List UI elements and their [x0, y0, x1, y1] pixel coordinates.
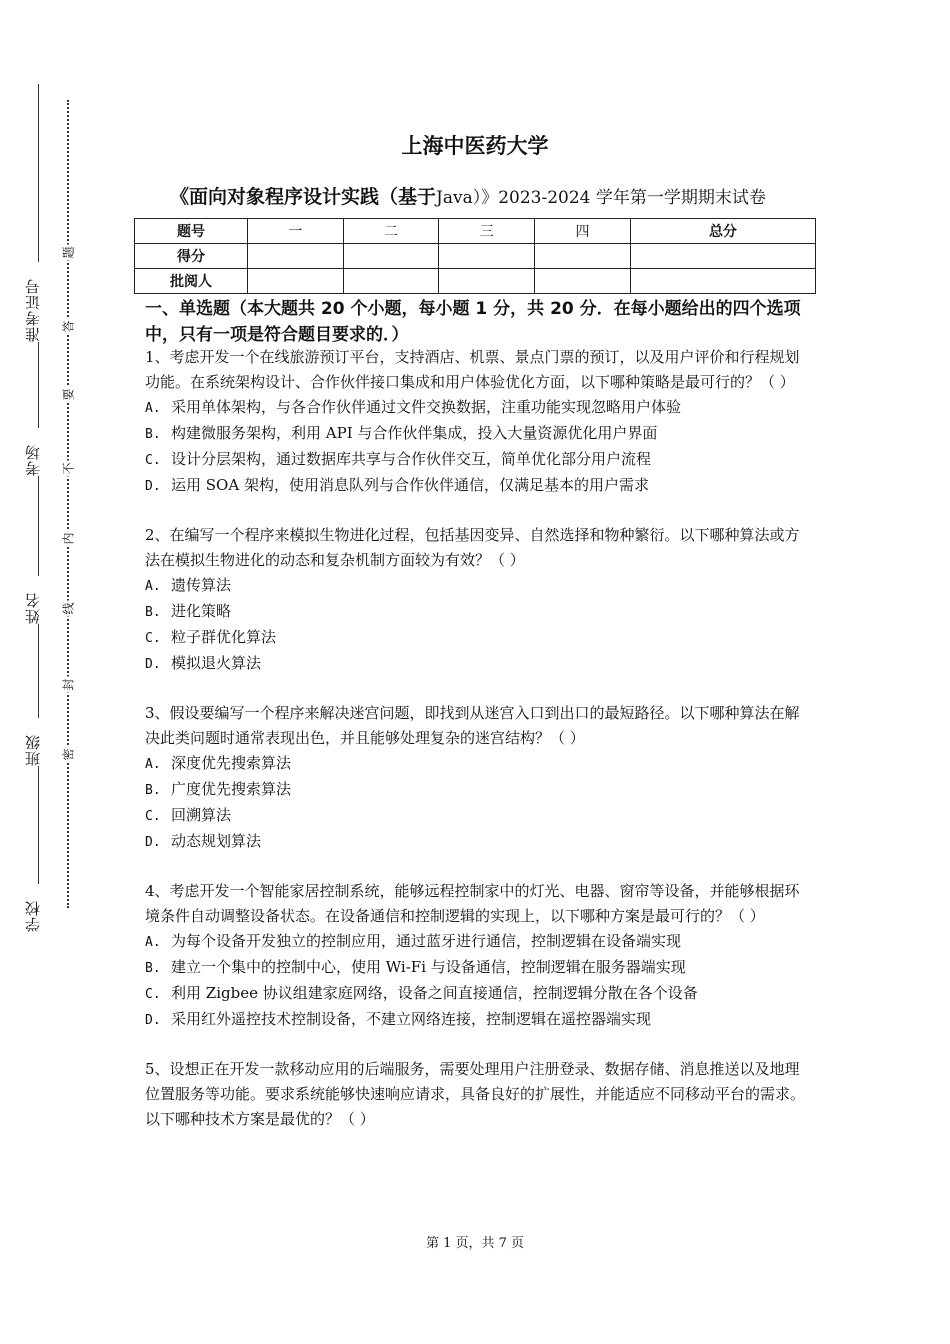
question-stem: 5、设想正在开发一款移动应用的后端服务，需要处理用户注册登录、数据存储、消息推送以及地理位置服务等功能。要求系统能够快速响应请求，具备良好的扩展性，并能适应不同移动平台的需求。以下哪种技术方案是最优的？（ ）: [145, 1060, 806, 1128]
option-b: B. 构建微服务架构，利用 API 与合作伙伴集成，投入大量资源优化用户界面: [145, 424, 658, 442]
binding-margin: [0, 0, 90, 1344]
option-c: C. 回溯算法: [145, 806, 232, 824]
field-underline: [38, 624, 39, 718]
option-d: D. 动态规划算法: [145, 832, 262, 850]
question-5: [145, 1057, 813, 1132]
seal-char: 答: [61, 320, 76, 333]
option-a: A. 为每个设备开发独立的控制应用，通过蓝牙进行通信，控制逻辑在设备端实现: [145, 932, 682, 950]
exam-title-term: Java）》2023-2024 学年第一学期期末试卷: [436, 188, 766, 208]
score-table-header-row: [135, 219, 816, 244]
option-a: A. 采用单体架构，与各合作伙伴通过文件交换数据，注重功能实现忽略用户体验: [145, 398, 682, 416]
option-d: D. 模拟退火算法: [145, 654, 262, 672]
option-c: C. 利用 Zigbee 协议组建家庭网络，设备之间直接通信，控制逻辑分散在各个设备: [145, 984, 698, 1002]
question-stem: 2、在编写一个程序来模拟生物进化过程，包括基因变异、自然选择和物种繁衍。以下哪种算法或方法在模拟生物进化的动态和复杂机制方面较为有效？（ ）: [145, 526, 800, 569]
reviewer-cell: [630, 269, 815, 294]
question-2: [145, 523, 813, 677]
option-c: C. 粒子群优化算法: [145, 628, 277, 646]
score-cell: [630, 244, 815, 269]
exam-id-label: 准考证号: [24, 278, 42, 342]
score-row-label: 得分: [135, 244, 248, 269]
score-row: [135, 244, 816, 269]
option-a: A. 遗传算法: [145, 576, 232, 594]
field-underline: [38, 342, 39, 428]
score-cell: [439, 244, 535, 269]
score-table-header: 二: [343, 219, 439, 244]
page-number: 第 1 页，共 7 页: [425, 1236, 525, 1251]
option-d: D. 采用红外遥控技术控制设备，不建立网络连接，控制逻辑在遥控器端实现: [145, 1010, 652, 1028]
seal-char: 要: [61, 388, 76, 401]
exam-room-label: 考场: [24, 444, 42, 476]
question-stem: 4、考虑开发一个智能家居控制系统，能够远程控制家中的灯光、电器、窗帘等设备，并能够根据环境条件自动调整设备状态。在设备通信和控制逻辑的实现上，以下哪种方案是最可行的？（ ）: [145, 882, 800, 925]
score-cell: [535, 244, 631, 269]
section-heading: 一、单选题（本大题共 20 个小题，每小题 1 分，共 20 分．在每小题给出的四个选项中，只有一项是符合题目要求的．）: [145, 299, 801, 345]
score-table-header: 总分: [630, 219, 815, 244]
question-3: [145, 701, 813, 855]
question-list: [145, 345, 813, 1156]
seal-char: 题: [61, 246, 76, 259]
school-label: 学校: [24, 900, 42, 932]
exam-title: [170, 182, 766, 209]
score-table-header: 一: [248, 219, 344, 244]
field-underline: [38, 766, 39, 884]
seal-char: 内: [61, 532, 76, 545]
option-a: A. 深度优先搜索算法: [145, 754, 292, 772]
score-table-header: 三: [439, 219, 535, 244]
question-stem: 1、考虑开发一个在线旅游预订平台，支持酒店、机票、景点门票的预订，以及用户评价和行程规划功能。在系统架构设计、合作伙伴接口集成和用户体验优化方面，以下哪种策略是最可行的？（ ）: [145, 348, 800, 391]
seal-dotted-line: [67, 100, 69, 908]
score-table-header: 四: [535, 219, 631, 244]
question-4: [145, 879, 813, 1033]
option-b: B. 进化策略: [145, 602, 232, 620]
option-c: C. 设计分层架构，通过数据库共享与合作伙伴交互，简单优化部分用户流程: [145, 450, 652, 468]
score-table: [134, 218, 816, 294]
score-cell: [343, 244, 439, 269]
reviewer-row-label: 批阅人: [135, 269, 248, 294]
reviewer-cell: [535, 269, 631, 294]
option-b: B. 广度优先搜索算法: [145, 780, 292, 798]
field-underline: [38, 84, 39, 262]
university-title: 上海中医药大学: [401, 134, 549, 158]
reviewer-cell: [439, 269, 535, 294]
seal-char: 不: [61, 462, 76, 475]
question-stem: 3、假设要编写一个程序来解决迷宫问题，即找到从迷宫入口到出口的最短路径。以下哪种算法在解决此类问题时通常表现出色，并且能够处理复杂的迷宫结构？（ ）: [145, 704, 800, 747]
question-1: [145, 345, 813, 499]
exam-title-course: 《面向对象程序设计实践（基于: [170, 186, 437, 208]
field-underline: [38, 476, 39, 576]
reviewer-cell: [248, 269, 344, 294]
class-label: 班级: [24, 734, 42, 766]
reviewer-cell: [343, 269, 439, 294]
seal-char: 密: [61, 748, 76, 761]
seal-char: 封: [61, 678, 76, 691]
score-cell: [248, 244, 344, 269]
reviewer-row: [135, 269, 816, 294]
option-b: B. 建立一个集中的控制中心，使用 Wi-Fi 与设备通信，控制逻辑在服务器端实现: [145, 958, 686, 976]
option-d: D. 运用 SOA 架构，使用消息队列与合作伙伴通信，仅满足基本的用户需求: [145, 476, 649, 494]
seal-char: 线: [61, 602, 76, 615]
name-label: 姓名: [24, 592, 42, 624]
score-table-header: 题号: [135, 219, 248, 244]
